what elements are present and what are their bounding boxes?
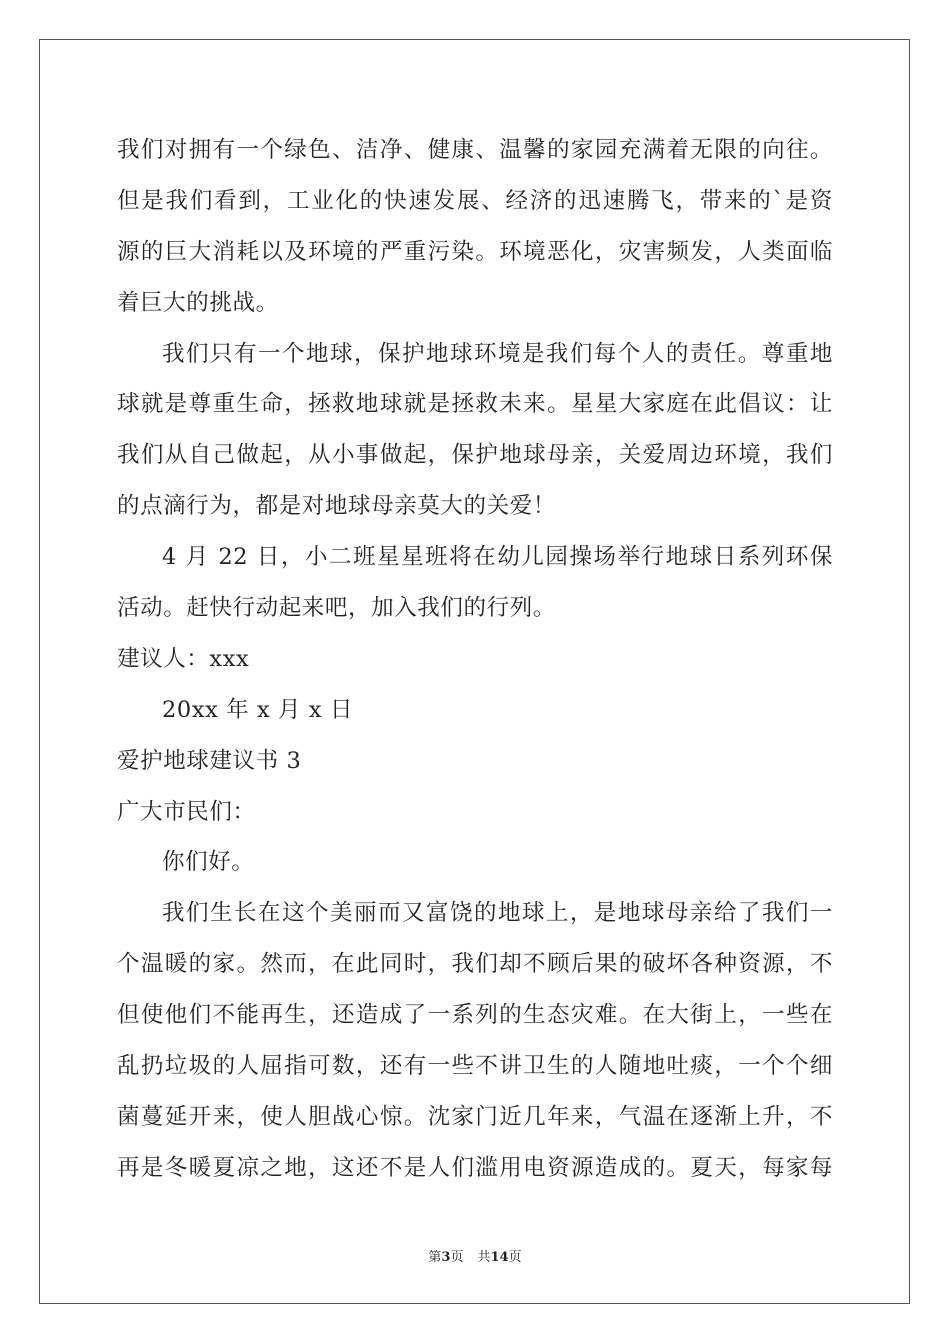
total-unit: 页 xyxy=(508,1250,522,1265)
paragraph-line: 乱扔垃圾的人屈指可数，还有一些不讲卫生的人随地吐痰，一个个细 xyxy=(117,1053,833,1080)
paragraph-line: 我们生长在这个美丽而又富饶的地球上，是地球母亲给了我们一 xyxy=(162,900,833,927)
paragraph-line: 球就是尊重生命，拯救地球就是拯救未来。星星大家庭在此倡议：让 xyxy=(117,391,833,418)
section-title: 爱护地球建议书 3 xyxy=(117,747,302,774)
paragraph-line: 着巨大的挑战。 xyxy=(117,289,279,316)
proposer-signature: 建议人：xxx xyxy=(117,645,250,672)
total-prefix: 共 xyxy=(477,1250,491,1265)
paragraph-line: 我们从自己做起，从小事做起，保护地球母亲，关爱周边环境，我们 xyxy=(117,442,833,469)
greeting: 你们好。 xyxy=(162,849,255,876)
paragraph-line: 但是我们看到，工业化的快速发展、经济的迅速腾飞，带来的`是资 xyxy=(117,187,833,214)
salutation: 广大市民们： xyxy=(117,798,256,825)
paragraph-line: 菌蔓延开来，使人胆战心惊。沈家门近几年来，气温在逐渐上升，不 xyxy=(117,1103,833,1130)
paragraph-line: 我们对拥有一个绿色、洁净、健康、温馨的家园充满着无限的向往。 xyxy=(117,137,833,163)
paragraph-line: 的点滴行为，都是对地球母亲莫大的关爱！ xyxy=(117,493,556,520)
paragraph-line: 我们只有一个地球，保护地球环境是我们每个人的责任。尊重地 xyxy=(162,340,833,367)
paragraph-line: 4 月 22 日，小二班星星班将在幼儿园操场举行地球日系列环保 xyxy=(162,544,833,571)
document-body xyxy=(117,125,833,1194)
paragraph-line: 但使他们不能再生，还造成了一系列的生态灾难。在大街上，一些在 xyxy=(117,1002,833,1029)
total-pages-number: 14 xyxy=(490,1250,509,1265)
current-page-number: 3 xyxy=(441,1250,451,1265)
page-unit: 页 xyxy=(450,1250,464,1265)
paragraph-line: 个温暖的家。然而，在此同时，我们却不顾后果的破坏各种资源，不 xyxy=(117,951,833,978)
paragraph-line: 再是冬暖夏凉之地，这还不是人们滥用电资源造成的。夏天，每家每 xyxy=(117,1154,833,1181)
paragraph-line: 活动。赶快行动起来吧，加入我们的行列。 xyxy=(117,595,556,622)
page-footer xyxy=(0,1246,950,1265)
page-prefix: 第 xyxy=(428,1250,442,1265)
signature-date: 20xx 年 x 月 x 日 xyxy=(162,696,354,723)
paragraph-line: 源的巨大消耗以及环境的严重污染。环境恶化，灾害频发，人类面临 xyxy=(117,238,833,265)
